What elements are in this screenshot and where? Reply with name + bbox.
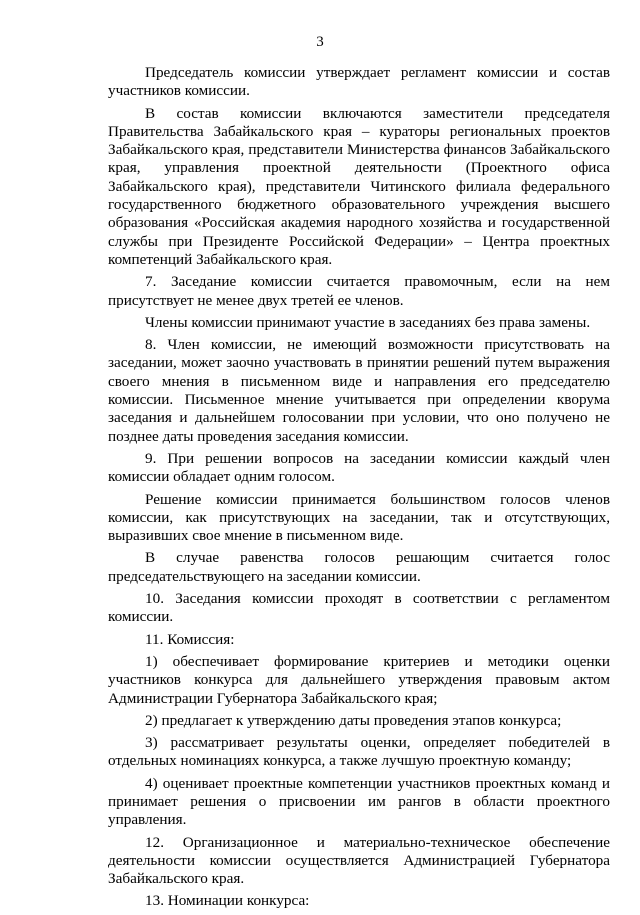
paragraph: Председатель комиссии утверждает регламент комиссии и состав участников комиссии. <box>108 64 610 100</box>
paragraph: Решение комиссии принимается большинством голосов членов комиссии, как присутствующих на заседании, так и отсутствующих, выразивших свое мнение в письменном виде. <box>108 490 610 545</box>
paragraph: 2) предлагает к утверждению даты проведения этапов конкурса; <box>145 711 562 729</box>
document-body <box>108 64 610 915</box>
paragraph: Члены комиссии принимают участие в заседаниях без права замены. <box>145 313 591 331</box>
paragraph: 7. Заседание комиссии считается правомочным, если на нем присутствует не менее двух третей ее членов. <box>108 273 610 309</box>
paragraph: 12. Организационное и материально-техническое обеспечение деятельности комиссии осуществляется Администрацией Губернатора Забайкальского края. <box>108 833 610 888</box>
paragraph: В случае равенства голосов решающим считается голос председательствующего на заседании комиссии. <box>108 549 610 585</box>
paragraph: 11. Комиссия: <box>145 630 235 648</box>
page-number: 3 <box>316 34 324 50</box>
paragraph: 8. Член комиссии, не имеющий возможности присутствовать на заседании, может заочно участвовать в принятии решений путем выражения своего мнения в письменном виде и направления его председателю комиссии. Письменное мнение учитывается при определении кворума заседания и дальнейшем голосовании при условии, что оно получено не позднее даты проведения заседания комиссии. <box>108 336 610 445</box>
paragraph: 3) рассматривает результаты оценки, определяет победителей в отдельных номинациях конкурса, а также лучшую проектную команду; <box>108 734 610 770</box>
paragraph: 4) оценивает проектные компетенции участников проектных команд и принимает решения о присвоении им рангов в области проектного управления. <box>108 774 610 829</box>
paragraph: 1) обеспечивает формирование критериев и методики оценки участников конкурса для дальнейшего утверждения правовым актом Администрации Губернатора Забайкальского края; <box>108 652 610 707</box>
paragraph: 13. Номинации конкурса: <box>145 892 310 910</box>
paragraph: В состав комиссии включаются заместители председателя Правительства Забайкальского края – кураторы региональных проектов Забайкальского края, представители Министерства финансов Забайкальского края, управления проектной деятельности (Проектного офиса Забайкальского края), представители Читинского филиала федерального государственного бюджетного образовательного учреждения высшего образования «Российская академия народного хозяйства и государственной службы при Президенте Российской Федерации» – Центра проектных компетенций Забайкальского края. <box>108 104 610 268</box>
paragraph: 10. Заседания комиссии проходят в соответствии с регламентом комиссии. <box>108 590 610 626</box>
paragraph: 9. При решении вопросов на заседании комиссии каждый член комиссии обладает одним голосом. <box>108 449 610 486</box>
